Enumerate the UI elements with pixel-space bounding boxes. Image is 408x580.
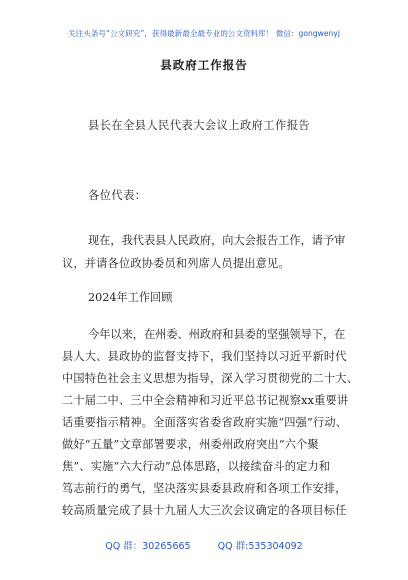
- body-line-6: 做好“五量”文章部署要求，州委州政府突出“六个聚: [62, 438, 319, 451]
- salutation: 各位代表：: [88, 189, 147, 202]
- intro-line-2: 议，并请各位政协委员和列席人员提出意见。: [62, 257, 290, 270]
- body-line-4: 二十届二中、三中全会精神和习近平总书记视察xx重要讲: [62, 394, 349, 407]
- footer-qq-group-2: QQ 群:535304092: [217, 541, 303, 552]
- body-line-9: 较高质量完成了县十九届人大三次会议确定的各项目标任: [62, 504, 347, 517]
- section-heading: 2024年工作回顾: [88, 291, 173, 304]
- body-line-3: 中国特色社会主义思想为指导，深入学习贯彻党的二十大、: [62, 372, 359, 385]
- body-line-5: 话重要指示精神。全面落实省委省政府实施“四强”行动、: [62, 416, 348, 429]
- body-line-1: 今年以来，在州委、州政府和县委的坚强领导下，在: [88, 328, 346, 341]
- body-line-7: 焦”、实施“六大行动”总体思路，以接续奋斗的定力和: [62, 460, 331, 473]
- document-subtitle: 县长在全县人民代表大会议上政府工作报告: [88, 119, 311, 132]
- intro-line-1: 现在，我代表县人民政府，向大会报告工作，请予审: [88, 234, 346, 247]
- document-title: 县政府工作报告: [160, 58, 248, 72]
- body-line-8: 笃志前行的勇气，坚决落实县委县政府和各项工作安排，: [62, 482, 347, 495]
- footer-qq-group-1: QQ 群：30265665: [105, 541, 191, 552]
- header-promo-note: 关注头条号“公文研究”，获得最新最全最专业的公文资料库！ 微信：gongwenyj: [68, 29, 340, 38]
- body-line-2: 县人大、县政协的监督支持下，我们坚持以习近平新时代: [62, 350, 347, 363]
- footer-qq-groups: [0, 538, 408, 552]
